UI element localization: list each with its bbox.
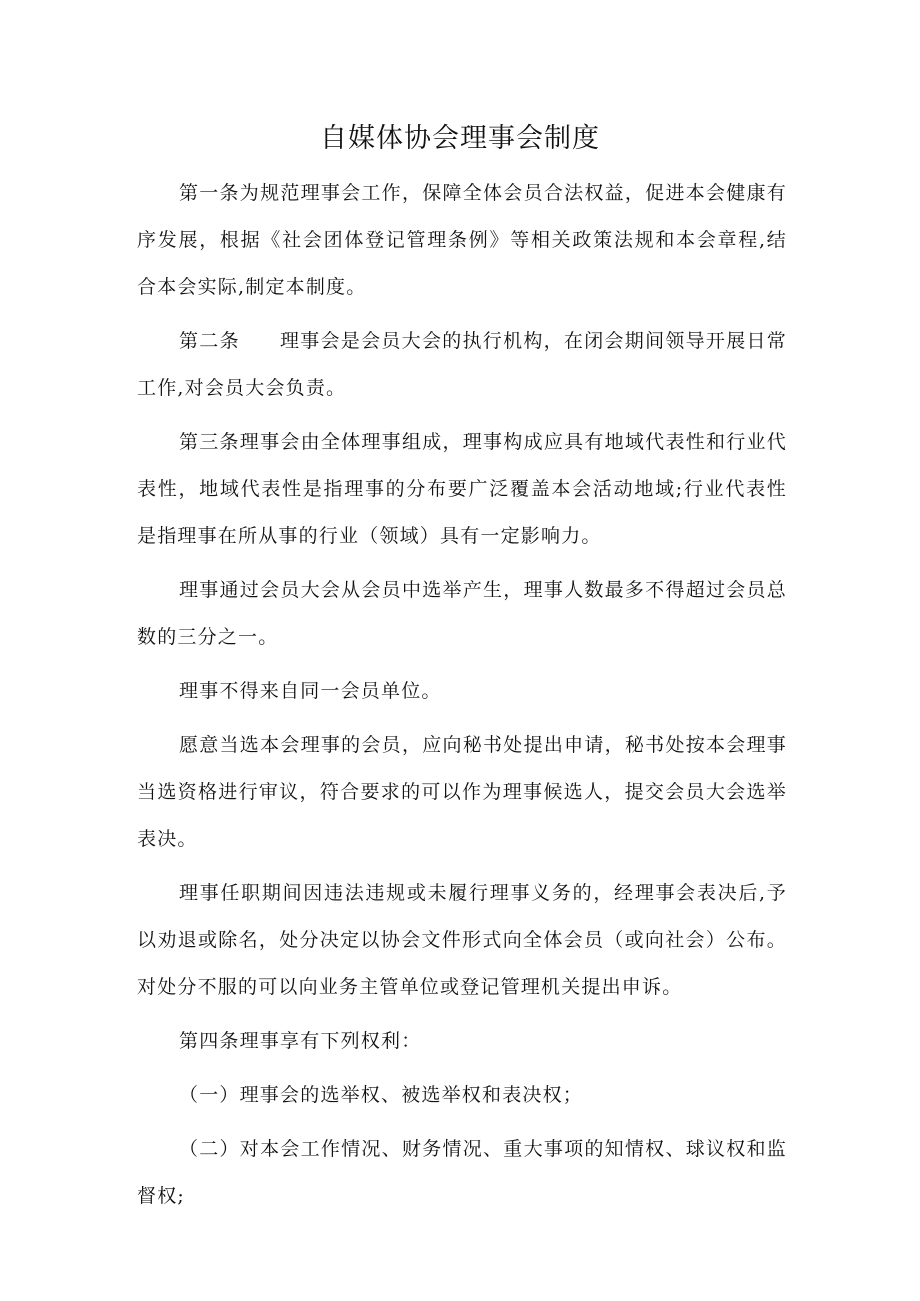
paragraph-unit-restriction: 理事不得来自同一会员单位。 xyxy=(179,680,442,702)
document-body xyxy=(137,170,787,1220)
paragraph-right-2: （二）对本会工作情况、财务情况、重大事项的知情权、球议权和监督权; xyxy=(137,1138,787,1207)
article-2-text: 理事会是会员大会的执行机构，在闭会期间领导开展日常工作,对会员大会负责。 xyxy=(137,330,787,399)
paragraph-election: 理事通过会员大会从会员中选举产生，理事人数最多不得超过会员总数的三分之一。 xyxy=(137,579,787,648)
paragraph-article-2 xyxy=(137,318,787,412)
paragraph-article-3: 第三条理事会由全体理事组成，理事构成应具有地域代表性和行业代表性，地域代表性是指理事的分布要广泛覆盖本会活动地域;行业代表性是指理事在所从事的行业（领域）具有一定影响力。 xyxy=(137,431,787,547)
paragraph-article-1: 第一条为规范理事会工作，保障全体会员合法权益，促进本会健康有序发展，根据《社会团体登记管理条例》等相关政策法规和本会章程,结合本会实际,制定本制度。 xyxy=(137,182,787,298)
paragraph-dismissal: 理事任职期间因违法违规或未履行理事义务的，经理事会表决后,予以劝退或除名，处分决定以协会文件形式向全体会员（或向社会）公布。对处分不服的可以向业务主管单位或登记管理机关提出申诉。 xyxy=(137,882,787,998)
article-2-label: 第二条 xyxy=(179,330,240,352)
document-title: 自媒体协会理事会制度 xyxy=(320,123,600,154)
paragraph-article-4: 第四条理事享有下列权利： xyxy=(179,1030,422,1052)
paragraph-right-1: （一）理事会的选举权、被选举权和表决权； xyxy=(179,1084,584,1106)
paragraph-application: 愿意当选本会理事的会员，应向秘书处提出申请，秘书处按本会理事当选资格进行审议，符合要求的可以作为理事候选人，提交会员大会选举表决。 xyxy=(137,734,787,850)
